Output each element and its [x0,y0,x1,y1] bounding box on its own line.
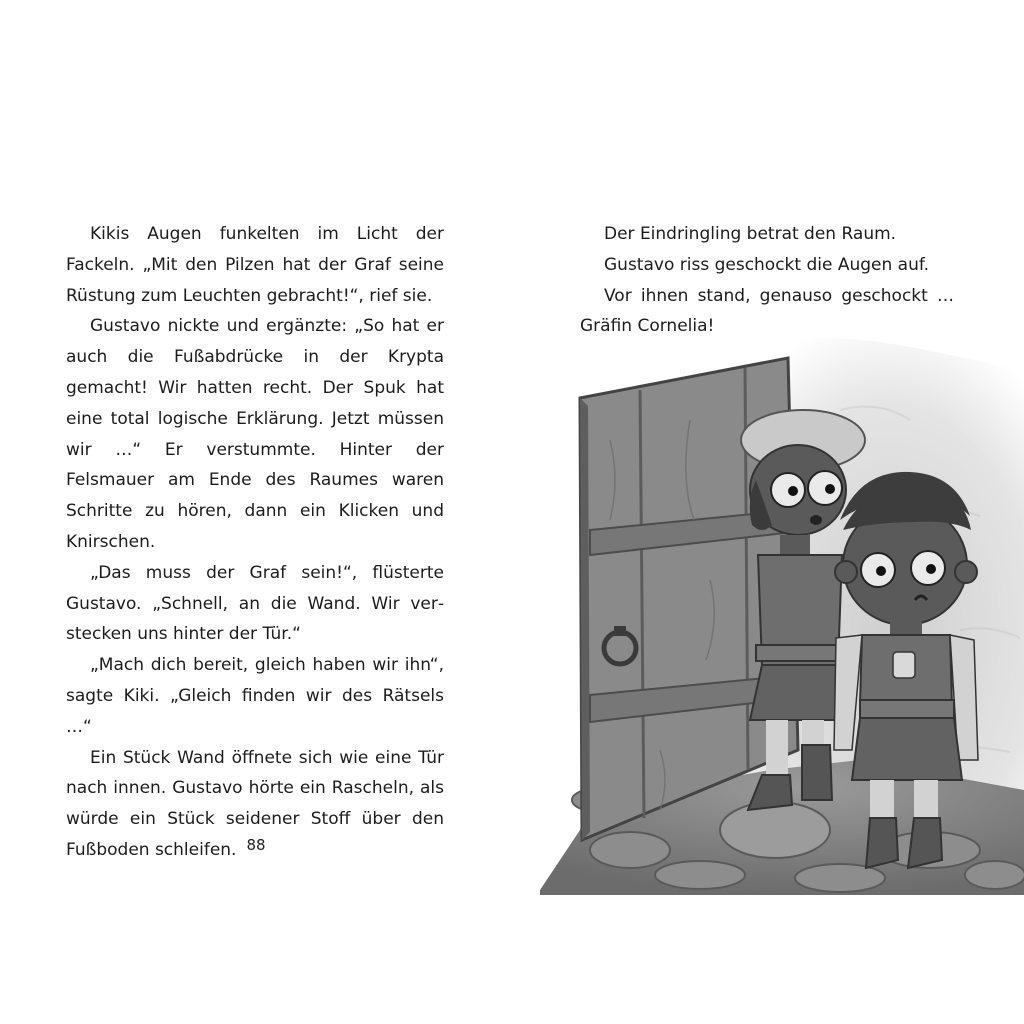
paragraph: Kikis Augen funkelten im Licht der Fackeln. „Mit den Pilzen hat der Graf seine Rüstung zum Leuchten gebracht!“, rief sie. [66,224,444,306]
left-page-text [66,219,444,866]
illustration-door-scene [540,330,1024,895]
paragraph: Gustavo nickte und ergänzte: „So hat er auch die Fußabdrücke in der Krypta gemacht! Wir hatten recht. Der Spuk hat eine total logische Erklärung. Jetzt müssen wir …“ Er verstummte. Hinter der Felsmauer am Ende des Raumes waren Schritte zu hören, dann ein Klicken und Knirschen. [66,316,444,552]
right-page [580,219,954,342]
left-page [66,219,444,866]
paragraph: Gustavo riss geschockt die Augen auf. [604,254,930,275]
paragraph: Ein Stück Wand öffnete sich wie eine Tür nach innen. Gustavo hörte ein Rascheln, als würde ein Stück seidener Stoff über den Fußboden schleifen. [66,747,444,860]
illustration-svg [540,330,1024,895]
page-number: 88 [246,836,266,854]
emblem-icon [893,652,915,678]
paragraph: „Mach dich bereit, gleich haben wir ihn“, sagte Kiki. „Gleich finden wir des Rätsels …“ [66,655,444,737]
paragraph: Vor ihnen stand, genauso geschockt … Gräfin Cornelia! [580,285,954,337]
paragraph: „Das muss der Graf sein!“, flüsterte Gustavo. „Schnell, an die Wand. Wir verstecken uns hinter der Tür.“ [66,562,444,645]
right-page-text [580,219,954,342]
paragraph: Der Eindringling betrat den Raum. [604,224,897,244]
